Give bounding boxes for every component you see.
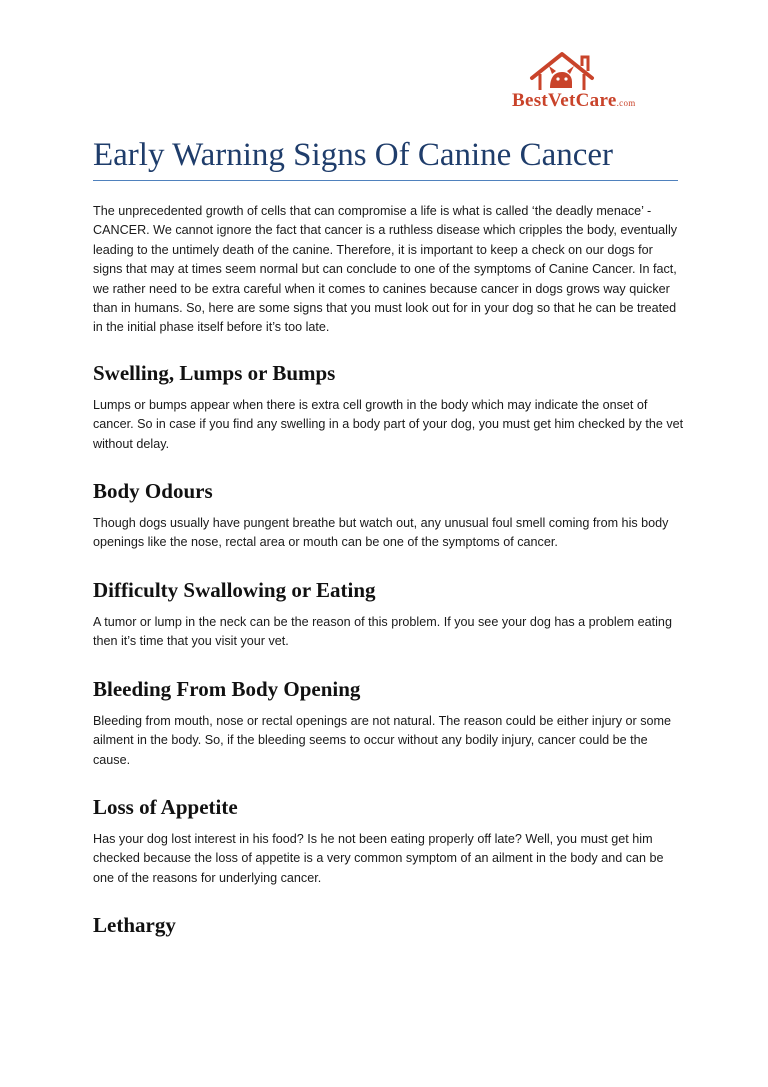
section-lethargy: [93, 912, 685, 938]
section-heading: Swelling, Lumps or Bumps: [93, 360, 336, 385]
section-bleeding: [93, 676, 685, 770]
section-body-odours: [93, 478, 685, 553]
section-difficulty-swallowing: [93, 577, 685, 652]
section-loss-of-appetite: [93, 794, 685, 888]
section-text: Lumps or bumps appear when there is extra cell growth in the body which may indicate the onset of cancer. So in case if you find any swelling in a body part of your dog, you must get him checked by the vet without delay.: [93, 397, 684, 451]
section-text: A tumor or lump in the neck can be the reason of this problem. If you see your dog has a problem eating then it’s time that you visit your vet.: [93, 614, 672, 649]
article-body: [93, 202, 685, 962]
section-text: Bleeding from mouth, nose or rectal openings are not natural. The reason could be either injury or some ailment in the body. So, if the bleeding seems to occur without any bodily injury, cancer could be the cause.: [93, 713, 672, 767]
section-text: Has your dog lost interest in his food? Is he not been eating properly off late? Well, you must get him checked because the loss of appetite is a very common symptom of an ailment in the body and can be one of the reasons for underlying cancer.: [93, 831, 664, 885]
section-text: Though dogs usually have pungent breathe but watch out, any unusual foul smell coming from his body openings like the nose, rectal area or mouth can be one of the symptoms of cancer.: [93, 516, 669, 550]
section-heading: Lethargy: [93, 913, 176, 938]
section-swelling: [93, 360, 685, 454]
title-divider: [93, 180, 678, 181]
intro-paragraph: The unprecedented growth of cells that can compromise a life is what is called ‘the deadly menace’ - CANCER. We cannot ignore the fact that cancer is a ruthless disease which cripples the body, eventually leading to the untimely death of the canine. Therefore, it is important to keep a check on our dogs for signs that may at times seem normal but can conclude to one of the symptoms of Canine Cancer. In fact, we rather need to be extra careful when it comes to canines because cancer in dogs grows way quicker than in humans. So, here are some signs that you must look out for in your dog so that he can be treated in the initial phase itself before it’s too late.: [93, 204, 678, 335]
section-heading: Loss of Appetite: [93, 794, 238, 819]
house-pet-icon: [522, 48, 632, 92]
section-heading: Body Odours: [93, 479, 213, 504]
section-heading: Bleeding From Body Opening: [93, 676, 361, 701]
section-heading: Difficulty Swallowing or Eating: [93, 577, 376, 602]
logo-wordmark: BestVetCare.com: [512, 90, 636, 111]
page-title: Early Warning Signs Of Canine Cancer: [93, 137, 614, 173]
bestvetcare-logo: [508, 48, 678, 120]
